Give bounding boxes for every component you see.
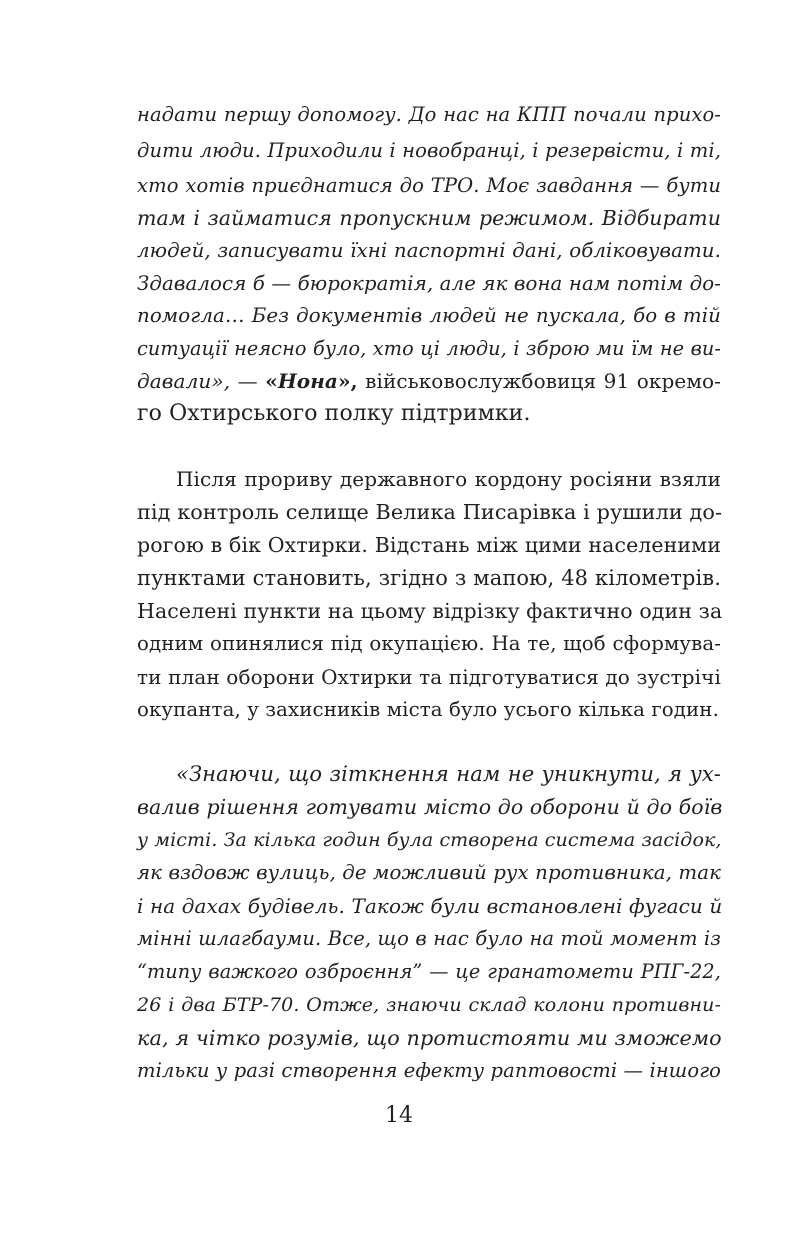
text-line: Після прориву державного кордону росіяни взяли — [176, 467, 721, 491]
bold-quote-open: « — [265, 369, 278, 393]
text-line: ка, я чітко розумів, що протистояти ми зможемо — [137, 1026, 722, 1050]
text-line: тільки у разі створення ефекту раптовості — іншого — [137, 1059, 721, 1082]
text-line: як вздовж вулиць, де можливий рух противника, так — [137, 861, 721, 884]
text-line: помогла… Без документів людей не пускала, бо в тій — [137, 304, 721, 327]
text-line: надати першу допомогу. До нас на КПП почали прихо- — [137, 103, 721, 126]
text-line: хто хотів приєднатися до ТРО. Моє завдання — бути — [137, 174, 721, 197]
text-line: го Охтирського полку підтримки. — [137, 401, 531, 426]
text-line: рогою в бік Охтирки. Відстань між цими населеними — [137, 533, 721, 557]
text-line: ситуації неясно було, хто ці люди, і зброю ми їм не ви- — [137, 337, 721, 360]
page-number: 14 — [385, 1103, 413, 1128]
text-line: дити люди. Приходили і новобранці, і резервісти, і ті, — [137, 139, 721, 162]
text-line: Населені пункти на цьому відрізку фактично один за — [137, 599, 723, 623]
speaker-name: Нона — [277, 369, 338, 393]
text-line: і на дахах будівель. Також були встановлені фугаси й — [137, 894, 723, 918]
text-line: валив рішення готувати місто до оборони й до боїв — [137, 795, 723, 819]
text-line: пунктами становить, згідно з мапою, 48 кілометрів. — [137, 566, 721, 590]
bold-quote-close: », — [338, 369, 358, 393]
text-line: одним опинялися під окупацією. На те, щоб сформува- — [137, 632, 721, 655]
attribution-text: військовослужбовиця 91 окремо- — [357, 369, 721, 393]
text-line: мінні шлагбауми. Все, що в нас було на той момент із — [137, 927, 721, 950]
text-line: там і займатися пропускним режимом. Відбирати — [137, 206, 721, 230]
text-line: «Знаючи, що зіткнення нам не уникнути, я ух- — [176, 762, 721, 786]
quote-end: давали», — — [137, 369, 266, 393]
text-line: окупанта, у захисників міста було усього кілька годин. — [137, 698, 719, 721]
text-line: ти план оборони Охтирки та підготуватися до зустрічі — [137, 665, 721, 689]
text-line: у місті. За кілька годин була створена система засідок, — [137, 829, 722, 851]
text-line: людей, записувати їхні паспортні дані, обліковувати. — [137, 239, 721, 262]
text-line: 26 і два БТР-70. Отже, знаючи склад колони противни- — [137, 994, 721, 1016]
text-line: “типу важкого озброєння” — це гранатомети РПГ-22, — [137, 960, 721, 983]
text-line: під контроль селище Велика Писарівка і рушили до- — [137, 500, 723, 524]
text-line: Здавалося б — бюрократія, але як вона нам потім до- — [137, 272, 721, 295]
attribution-line — [137, 365, 721, 397]
